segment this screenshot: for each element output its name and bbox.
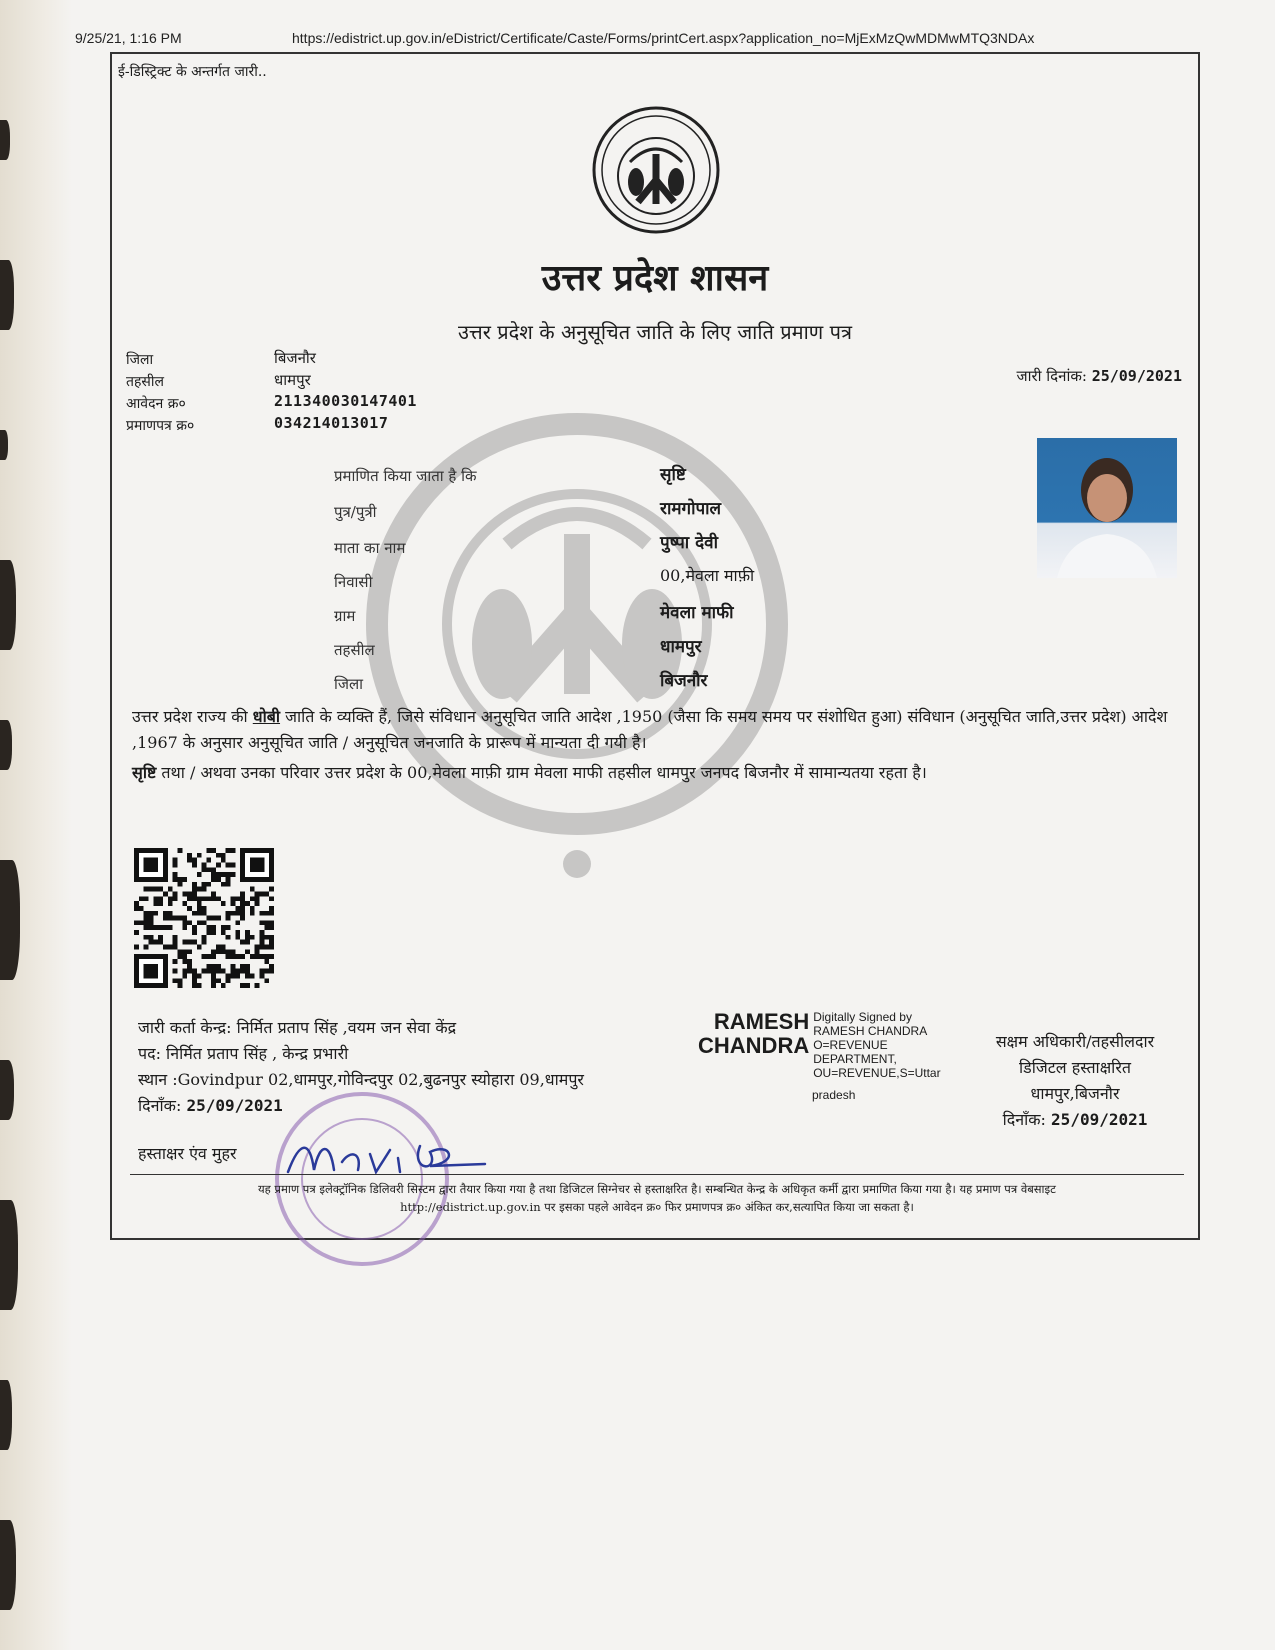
officer-title: सक्षम अधिकारी/तहसीलदार — [995, 1032, 1155, 1051]
tehsil-label: तहसील — [126, 374, 164, 390]
issuing-center: जारी कर्ता केन्द्र: निर्मित प्रताप सिंह ,वयम जन सेवा केंद्र — [138, 1018, 457, 1037]
certificate-title: उत्तर प्रदेश के अनुसूचित जाति के लिए जाति प्रमाण पत्र — [457, 320, 853, 344]
issue-date — [1016, 366, 1182, 386]
officer-date-value: 25/09/2021 — [1051, 1110, 1148, 1129]
signature-seal-label: हस्ताक्षर एंव मुहर — [138, 1144, 237, 1163]
caste-statement-rest: जाति के व्यक्ति हैं, जिसे संविधान अनुसूचित जाति आदेश ,1950 (जैसा कि समय समय पर संशोधित हुआ) संविधान (अनुसूचित जाति,उत्तर प्रदेश) आदेश ,1967 के अनुसार अनुसूचित जाति / अनुसूचित जनजाति के प्रारूप में मान्यता दी गयी है। — [132, 707, 1168, 752]
village-value: मेवला माफी — [660, 603, 734, 623]
signer-detail-5: OU=REVENUE,S=Uttar — [813, 1066, 941, 1080]
field-district-label: जिला — [334, 675, 364, 693]
print-datetime: 9/25/21, 1:16 PM — [75, 30, 182, 46]
residence-statement-rest: तथा / अथवा उनका परिवार उत्तर प्रदेश के 00,मेवला माफ़ी ग्राम मेवला माफी तहसील धामपुर जनपद बिजनौर में सामान्यतया रहता है। — [161, 763, 927, 782]
field-tehsil-value: धामपुर — [660, 637, 702, 657]
issue-date-label: जारी दिनांक: — [1016, 367, 1087, 385]
caste-statement — [132, 704, 1180, 756]
state-emblem-icon — [590, 104, 722, 236]
issuing-date-label: दिनाँक: — [138, 1096, 182, 1115]
application-number-label: आवेदन क्र० — [126, 396, 186, 412]
field-tehsil-label: तहसील — [334, 641, 375, 659]
certificate-number-value: 034214013017 — [274, 414, 389, 432]
footer-divider — [130, 1174, 1184, 1175]
village-label: ग्राम — [334, 607, 356, 625]
signer-detail-6: pradesh — [812, 1088, 856, 1102]
officer-date-label: दिनाँक: — [1002, 1110, 1046, 1129]
torn-paper-edge — [0, 0, 72, 1650]
tehsil-value: धामपुर — [274, 371, 311, 389]
issued-under-text: ई-डिस्ट्रिक्ट के अन्तर्गत जारी.. — [118, 64, 267, 80]
resident-value: 00,मेवला माफ़ी — [660, 566, 755, 585]
signer-name-line1: RAMESH — [713, 1009, 810, 1034]
issuing-center-place: स्थान :Govindpur 02,धामपुर,गोविन्दपुर 02,बुढनपुर स्योहारा 09,धामपुर — [138, 1070, 584, 1089]
certificate-number-label: प्रमाणपत्र क्र० — [126, 418, 195, 434]
footer-note-line2: http://edistrict.up.gov.in पर इसका पहले आवेदन क्र० फिर प्रमाणपत्र क्र० अंकित कर,सत्यापित किया जा सकता है। — [400, 1200, 914, 1214]
resident-label: निवासी — [334, 573, 373, 591]
officer-date — [950, 1108, 1200, 1130]
qr-code — [134, 848, 274, 988]
parent-value: रामगोपाल — [660, 499, 722, 519]
print-url: https://edistrict.up.gov.in/eDistrict/Certificate/Caste/Forms/printCert.aspx?application_no=MjExMzQwMDMwMTQ3NDAx — [292, 30, 1035, 46]
applicant-photo — [1037, 438, 1177, 578]
field-district-value: बिजनौर — [660, 671, 708, 691]
parent-label: पुत्र/पुत्री — [334, 503, 377, 521]
caste-statement-start: उत्तर प्रदेश राज्य की — [132, 707, 248, 726]
district-label: जिला — [126, 352, 154, 368]
issuing-date-value: 25/09/2021 — [186, 1096, 283, 1115]
government-title: उत्तर प्रदेश शासन — [541, 257, 769, 299]
officer-digital-sign: डिजिटल हस्ताक्षरित — [1019, 1058, 1131, 1077]
district-value: बिजनौर — [274, 349, 316, 367]
application-number-value: 211340030147401 — [274, 392, 417, 410]
signer-detail-2: RAMESH CHANDRA — [813, 1024, 928, 1038]
footer-note — [130, 1180, 1184, 1216]
signer-name-line2: CHANDRA — [698, 1033, 810, 1058]
issuing-center-post: पद: निर्मित प्रताप सिंह , केन्द्र प्रभारी — [138, 1044, 349, 1063]
mother-name-label: माता का नाम — [334, 539, 406, 557]
mother-name-value: पुष्पा देवी — [660, 533, 718, 553]
signer-detail-3: O=REVENUE — [813, 1038, 888, 1052]
officer-place: धामपुर,बिजनौर — [1030, 1084, 1120, 1103]
footer-note-line1: यह प्रमाण पत्र इलेक्ट्रॉनिक डिलिवरी सिस्टम द्वारा तैयार किया गया है तथा डिजिटल सिग्नेचर से हस्ताक्षरित है। सम्बन्धित केन्द्र के अधिकृत कर्मी द्वारा प्रमाणित किया गया है। यह प्रमाण पत्र वेबसाइट — [258, 1182, 1056, 1196]
residence-statement-name: सृष्टि — [132, 763, 157, 782]
signer-detail-4: DEPARTMENT, — [813, 1052, 897, 1066]
certificate — [110, 52, 1200, 1240]
residence-statement — [132, 760, 1180, 786]
issue-date-value: 25/09/2021 — [1091, 367, 1182, 385]
signer-detail-1: Digitally Signed by — [813, 1010, 912, 1024]
certified-label: प्रमाणित किया जाता है कि — [334, 467, 477, 485]
caste-name: धोबी — [252, 707, 281, 726]
certified-name-value: सृष्टि — [660, 465, 686, 485]
